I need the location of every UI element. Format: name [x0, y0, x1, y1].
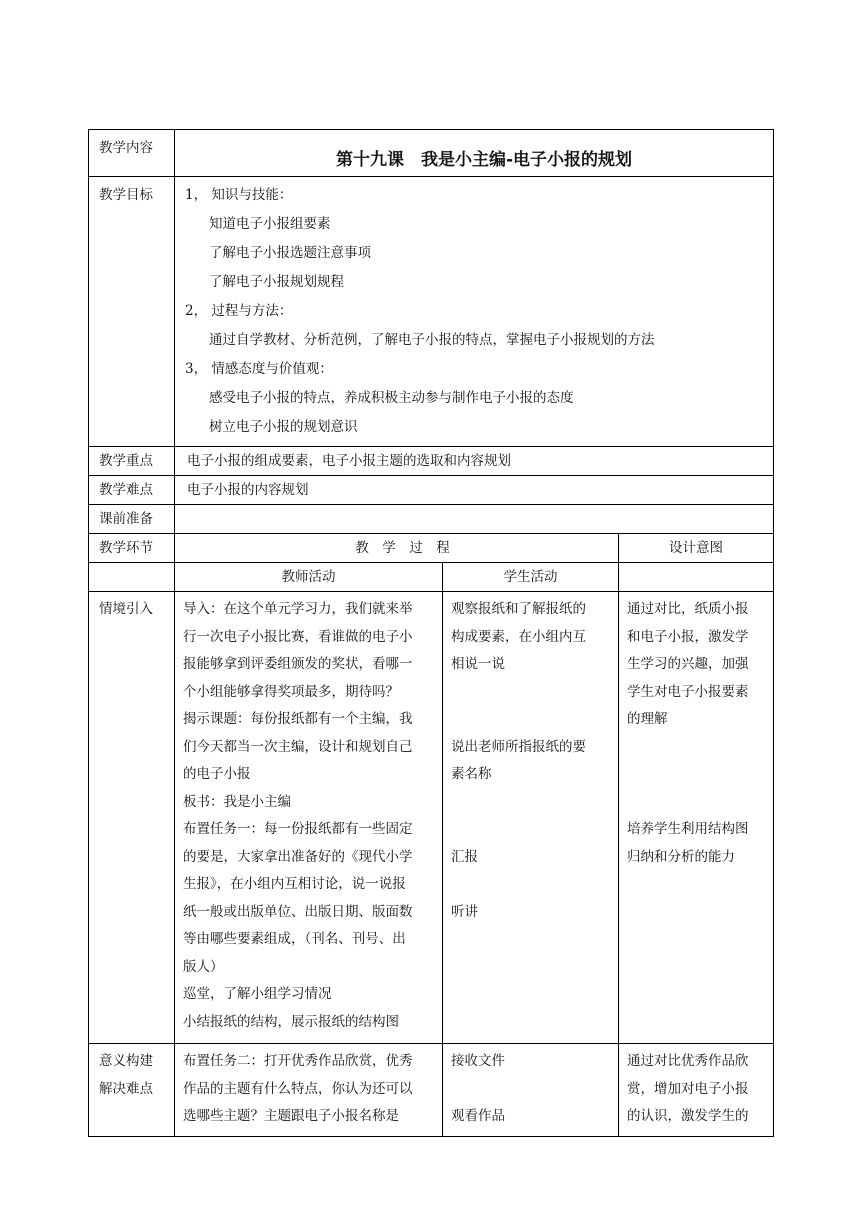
student-activity-line: 素名称 — [451, 766, 492, 782]
key-point-label: 教学重点 — [99, 453, 153, 469]
lesson-title: 第十九课 我是小主编-电子小报的规划 — [335, 150, 633, 170]
teacher-activity-line: 个小组能够拿得奖项最多，期待吗？ — [183, 683, 399, 700]
student-activity-cell — [443, 592, 618, 930]
student-activity-line — [451, 1076, 612, 1104]
student-activity-line: 说出老师所指报纸的要 — [451, 738, 586, 755]
design-intent-line: 通过对比，纸质小报 — [627, 601, 749, 617]
objective-heading: 1， 知识与技能： — [185, 187, 293, 203]
content-label: 教学内容 — [99, 140, 153, 156]
student-activity-line: 观看作品 — [451, 1108, 505, 1124]
stage-name: 情境引入 — [99, 601, 153, 617]
objective-item: 通过自学教材、分析范例，了解电子小报的特点，掌握电子小报规划的方法 — [209, 332, 655, 348]
preparation-text — [175, 505, 773, 531]
design-intent-line: 和电子小报，激发学 — [627, 628, 749, 645]
intent-header: 设计意图 — [669, 540, 723, 556]
student-activity-line — [451, 789, 612, 817]
stage-name-line: 解决难点 — [99, 1080, 153, 1097]
design-intent-line: 的理解 — [627, 711, 668, 727]
activity-header-row — [89, 563, 774, 592]
design-intent-line: 培养学生利用结构图 — [627, 821, 749, 837]
teacher-activity-line: 行一次电子小报比赛，看谁做的电子小 — [183, 628, 413, 645]
design-intent-line: 归纳和分析的能力 — [627, 848, 735, 865]
objective-item: 了解电子小报规划规程 — [209, 274, 344, 290]
content-row — [89, 130, 774, 177]
stage-name-line: 意义构建 — [99, 1053, 153, 1069]
teacher-activity-line: 布置任务一：每一份报纸都有一些固定 — [183, 821, 413, 837]
key-point-text: 电子小报的组成要素，电子小报主题的选取和内容规划 — [187, 453, 511, 469]
student-activity-line: 接收文件 — [451, 1053, 505, 1069]
stage-row — [89, 592, 774, 1044]
stage-row — [89, 1044, 774, 1137]
design-intent-line: 赏，增加对电子小报 — [627, 1080, 749, 1097]
stage-header: 教学环节 — [99, 540, 153, 556]
difficulty-text: 电子小报的内容规划 — [187, 482, 309, 498]
student-activity-header: 学生活动 — [503, 569, 558, 585]
teacher-activity-line: 作品的主题有什么特点，你认为还可以 — [183, 1080, 413, 1097]
teacher-activity-line: 导入：在这个单元学习力，我们就来举 — [183, 601, 413, 617]
objective-item: 了解电子小报选题注意事项 — [209, 245, 371, 261]
design-intent-line — [627, 734, 767, 762]
difficulty-label: 教学难点 — [99, 482, 153, 498]
key-point-row — [89, 447, 774, 476]
design-intent-line — [627, 761, 767, 789]
teacher-activity-line: 巡堂，了解小组学习情况 — [183, 986, 332, 1002]
teacher-activity-line: 的要是，大家拿出准备好的《现代小学 — [183, 848, 413, 865]
teacher-activity-line: 板书：我是小主编 — [183, 793, 291, 810]
preparation-row — [89, 505, 774, 534]
teacher-activity-line: 报能够拿到评委组颁发的奖状，看哪一 — [183, 656, 413, 672]
process-header: 教 学 过 程 — [355, 540, 450, 556]
objective-item: 感受电子小报的特点，养成积极主动参与制作电子小报的态度 — [209, 390, 574, 406]
objective-item: 知道电子小报组要素 — [209, 216, 331, 232]
student-activity-cell — [443, 1044, 618, 1135]
objective-item: 树立电子小报的规划意识 — [209, 419, 358, 435]
design-intent-line — [627, 789, 767, 817]
stage-name — [89, 1044, 174, 1107]
teacher-activity-line: 版人） — [183, 958, 224, 975]
teacher-activity-cell — [175, 1044, 442, 1135]
objectives-row — [89, 177, 774, 447]
objective-heading: 3， 情感态度与价值观： — [185, 361, 333, 377]
student-activity-line: 观察报纸和了解报纸的 — [451, 601, 586, 617]
teacher-activity-line: 小结报纸的结构，展示报纸的结构图 — [183, 1013, 399, 1030]
student-activity-line — [451, 871, 612, 899]
objectives-list — [175, 177, 773, 446]
student-activity-line — [451, 816, 612, 844]
design-intent-line: 的认识，激发学生的 — [627, 1108, 749, 1124]
teacher-activity-header: 教师活动 — [281, 569, 336, 585]
design-intent-line: 生学习的兴趣，加强 — [627, 656, 749, 672]
teacher-activity-line: 生报》，在小组内互相讨论，说一说报 — [183, 876, 406, 892]
difficulty-row — [89, 476, 774, 505]
teacher-activity-line: 的电子小报 — [183, 766, 251, 782]
objective-heading: 2， 过程与方法： — [185, 303, 293, 319]
student-activity-line: 听讲 — [451, 903, 478, 920]
teacher-activity-line: 纸一般或出版单位、出版日期、版面数 — [183, 903, 413, 920]
teacher-activity-line: 等由哪些要素组成，（刊名、刊号、出 — [183, 931, 406, 947]
student-activity-line — [451, 706, 612, 734]
student-activity-line: 相说一说 — [451, 656, 505, 672]
teacher-activity-line: 布置任务二：打开优秀作品欣赏，优秀 — [183, 1053, 413, 1069]
teacher-activity-line: 选哪些主题？主题跟电子小报名称是 — [183, 1108, 399, 1124]
process-header-row — [89, 534, 774, 563]
student-activity-line: 构成要素，在小组内互 — [451, 628, 586, 645]
lesson-plan-table — [88, 129, 774, 1137]
design-intent-cell — [619, 1044, 773, 1135]
design-intent-line: 通过对比优秀作品欣 — [627, 1053, 749, 1069]
preparation-label: 课前准备 — [99, 511, 153, 527]
teacher-activity-cell — [175, 592, 442, 1040]
design-intent-cell — [619, 592, 773, 875]
objectives-label: 教学目标 — [99, 187, 153, 203]
student-activity-line: 汇报 — [451, 848, 478, 865]
student-activity-line — [451, 679, 612, 707]
design-intent-line: 学生对电子小报要素 — [627, 683, 749, 700]
teacher-activity-line: 们今天都当一次主编，设计和规划自己 — [183, 738, 413, 755]
teacher-activity-line: 揭示课题：每份报纸都有一个主编，我 — [183, 711, 413, 727]
